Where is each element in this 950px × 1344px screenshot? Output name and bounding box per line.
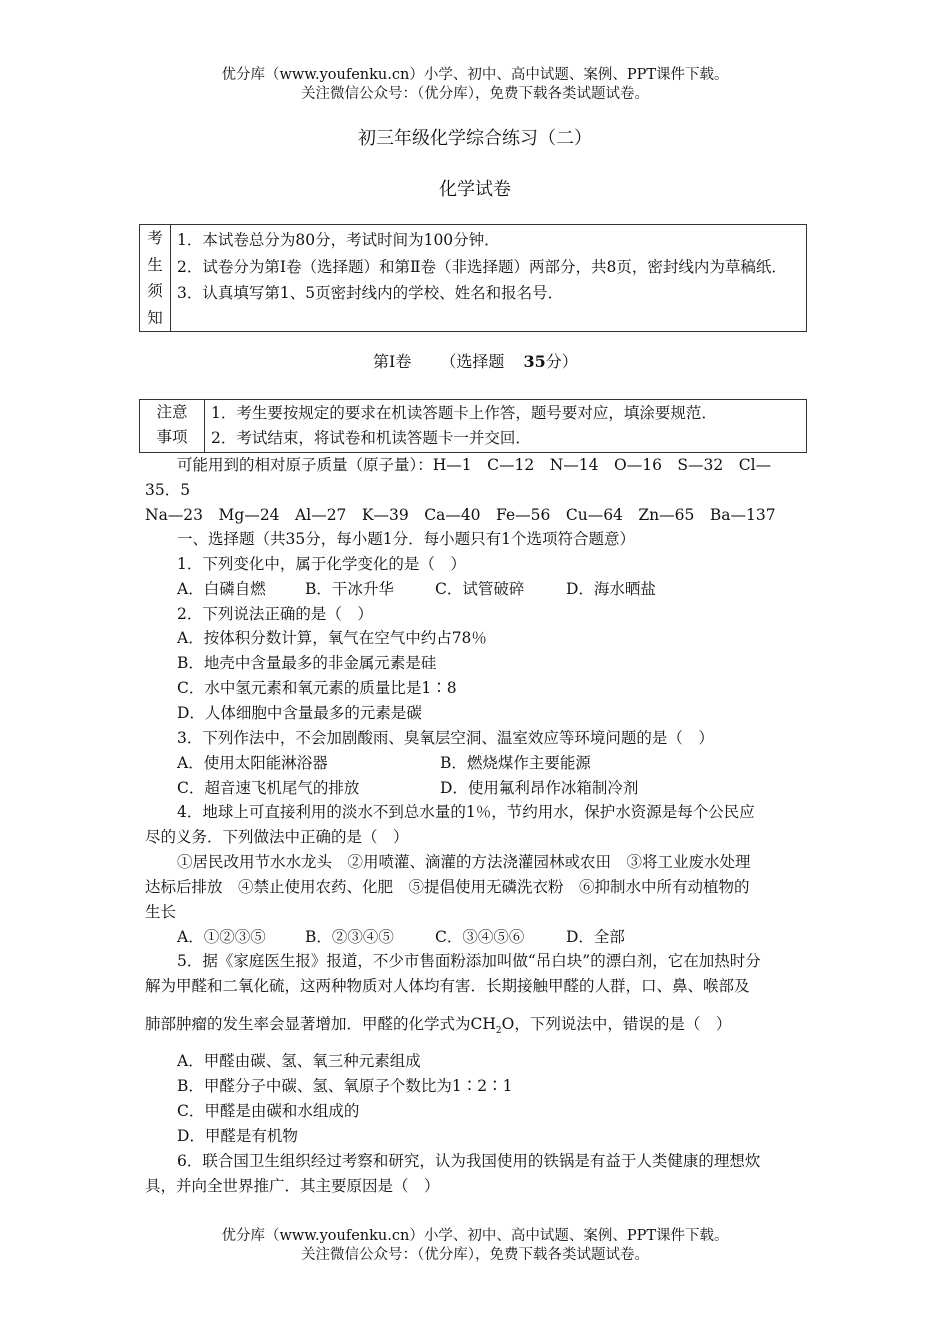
question-4-items: 达标后排放 ④禁止使用农药、化肥 ⑤提倡使用无磷洗衣粉 ⑥抑制水中所有动植物的 [145, 878, 750, 896]
question-4-items: ①居民改用节水水龙头 ②用喷灌、滴灌的方法浇灌园林或农田 ③将工业废水处理 [177, 853, 751, 871]
notice-side-char: 须 [147, 282, 163, 300]
notice-item: 3．认真填写第1、5页密封线内的学校、姓名和报名号． [177, 284, 564, 302]
header-line-1: 优分库（www.youfenku.cn）小学、初中、高中试题、案例、PPT课件下载。 [221, 67, 729, 83]
question-1-options [177, 579, 777, 599]
section-unit: 分） [545, 352, 578, 371]
section-heading [373, 352, 578, 372]
exam-notice-box [139, 224, 807, 332]
option: A．使用太阳能淋浴器 [177, 754, 328, 772]
option: C．试管破碎 [435, 580, 525, 598]
option: D．人体细胞中含量最多的元素是碳 [177, 704, 422, 722]
option: D．甲醛是有机物 [177, 1127, 298, 1145]
page-subtitle: 化学试卷 [439, 179, 511, 200]
question-6-stem: 具，并向全世界推广．其主要原因是（ ） [145, 1177, 440, 1195]
question-1-stem: 1．下列变化中，属于化学变化的是（ ） [177, 555, 466, 573]
attention-side-line: 事项 [156, 428, 188, 446]
option: D．使用氟利昂作冰箱制冷剂 [440, 779, 639, 797]
option: C．超音速飞机尾气的排放 [177, 779, 360, 797]
option: A．按体积分数计算，氧气在空气中约占78％ [177, 629, 487, 647]
question-5-stem [145, 1014, 731, 1041]
page-title: 初三年级化学综合练习（二） [358, 128, 592, 149]
attention-content [205, 400, 807, 453]
question-3-options-row-1 [177, 753, 777, 773]
notice-side-char: 考 [147, 229, 163, 247]
attention-side-label [140, 400, 205, 453]
question-4-items: 生长 [145, 903, 177, 921]
stem-text: 肺部肿瘤的发生率会显著增加．甲醛的化学式为 [145, 1015, 471, 1033]
notice-item: 2．试卷分为第Ⅰ卷（选择题）和第Ⅱ卷（非选择题）两部分，共8页，密封线内为草稿纸． [177, 257, 787, 276]
attention-box [139, 399, 807, 453]
option: B．地壳中含量最多的非金属元素是硅 [177, 654, 437, 672]
chemical-formula [470, 1015, 515, 1037]
notice-content [171, 225, 807, 332]
formula-part: O [501, 1015, 515, 1033]
formula-part: CH [470, 1015, 496, 1033]
question-4-stem: 4．地球上可直接利用的淡水不到总水量的1％，节约用水，保护水资源是每个公民应 [177, 803, 755, 821]
option: A．甲醛由碳、氢、氧三种元素组成 [177, 1052, 421, 1070]
question-5-stem: 解为甲醛和二氧化硫，这两种物质对人体均有害．长期接触甲醛的人群，口、鼻、喉部及 [145, 977, 750, 995]
question-2-stem: 2．下列说法正确的是（ ） [177, 605, 373, 623]
atomic-mass-line: 可能用到的相对原子质量（原子量）：H—1 C—12 N—14 O—16 S—32 Cl— [177, 456, 772, 474]
page-footer [0, 1227, 950, 1265]
footer-line-1: 优分库（www.youfenku.cn）小学、初中、高中试题、案例、PPT课件下载。 [221, 1228, 729, 1244]
notice-side-char: 生 [147, 255, 163, 274]
question-4-stem: 尽的义务．下列做法中正确的是（ ） [145, 828, 409, 846]
formula-subscript: 2 [495, 1026, 502, 1037]
option: B．甲醛分子中碳、氢、氧原子个数比为1∶2∶1 [177, 1077, 513, 1095]
header-line-2: 关注微信公众号：（优分库），免费下载各类试题试卷。 [301, 86, 649, 102]
question-3-stem: 3．下列作法中，不会加剧酸雨、臭氧层空洞、温室效应等环境问题的是（ ） [177, 729, 714, 747]
option: B．干冰升华 [305, 580, 394, 598]
option: C．③④⑤⑥ [435, 928, 525, 946]
atomic-mass-line: Na—23 Mg—24 Al—27 K—39 Ca—40 Fe—56 Cu—64 Zn—65 Ba—137 [145, 506, 776, 524]
option: B．燃烧煤作主要能源 [440, 754, 591, 772]
part-heading: 一、选择题（共35分，每小题1分．每小题只有1个选项符合题意） [177, 530, 635, 548]
question-4-options [177, 927, 777, 947]
page-header [0, 66, 950, 104]
attention-item: 2．考试结束，将试卷和机读答题卡一并交回． [211, 429, 531, 447]
option: B．②③④⑤ [305, 928, 394, 946]
option: A．①②③⑤ [177, 928, 266, 946]
notice-side-label [140, 225, 171, 332]
section-label: 第Ⅰ卷 [373, 352, 412, 371]
attention-item: 1．考生要按规定的要求在机读答题卡上作答，题号要对应，填涂要规范． [211, 404, 717, 422]
atomic-mass-line: 35．5 [145, 481, 191, 499]
notice-side-char: 知 [147, 308, 163, 327]
stem-text: ，下列说法中，错误的是（ ） [514, 1015, 732, 1033]
option: A．白磷自燃 [177, 580, 266, 598]
option: C．水中氢元素和氧元素的质量比是1∶8 [177, 679, 457, 697]
question-5-stem: 5．据《家庭医生报》报道，不少市售面粉添加叫做“吊白块”的漂白剂，它在加热时分 [177, 952, 761, 970]
section-desc: （选择题 [440, 352, 505, 371]
question-3-options-row-2 [177, 778, 777, 798]
option: D．海水晒盐 [566, 580, 656, 598]
question-6-stem: 6．联合国卫生组织经过考察和研究，认为我国使用的铁锅是有益于人类健康的理想炊 [177, 1152, 761, 1170]
option: C．甲醛是由碳和水组成的 [177, 1102, 360, 1120]
option: D．全部 [566, 928, 625, 946]
footer-line-2: 关注微信公众号：（优分库），免费下载各类试题试卷。 [301, 1247, 649, 1263]
attention-side-line: 注意 [156, 403, 188, 421]
notice-item: 1．本试卷总分为80分，考试时间为100分钟． [177, 231, 500, 249]
section-score: 35 [523, 352, 546, 371]
